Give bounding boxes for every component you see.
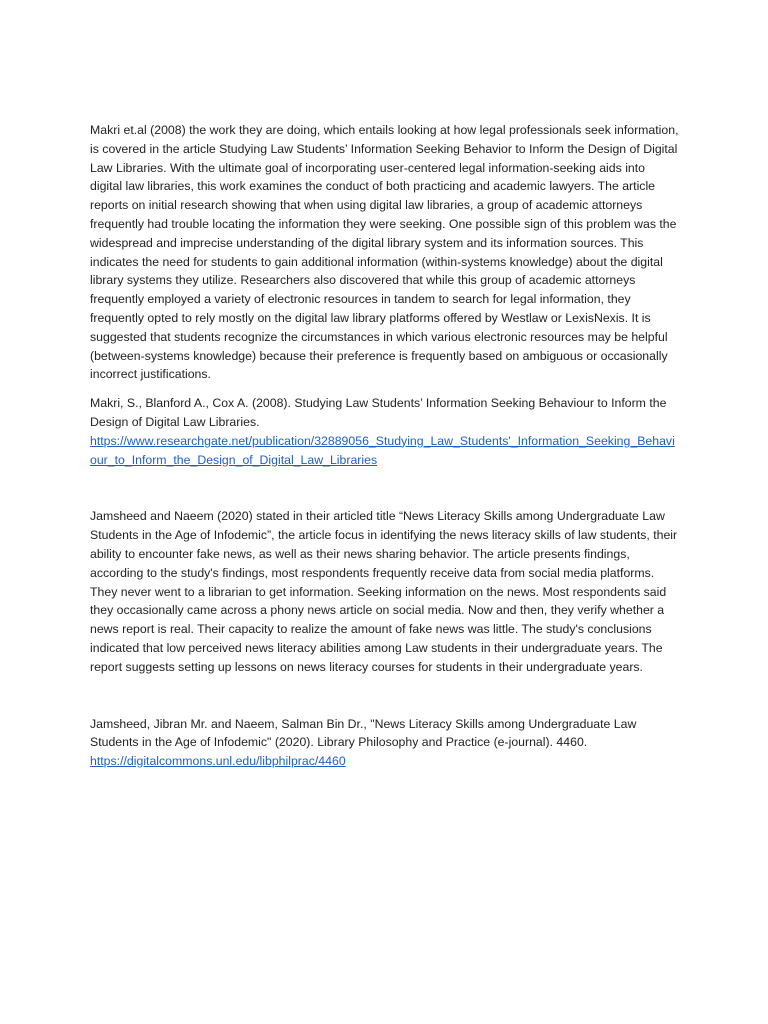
reference-jamsheed-link[interactable]: https://digitalcommons.unl.edu/libphilprac/4460: [90, 754, 346, 769]
reference-jamsheed-citation: Jamsheed, Jibran Mr. and Naeem, Salman Bin Dr., "News Literacy Skills among Undergraduate Law Students in the Age of Infodemic" (2020). Library Philosophy and Practice (e-journal). 4460.: [90, 716, 637, 750]
reference-makri-link[interactable]: https://www.researchgate.net/publication/32889056_Studying_Law_Students'_Information_Seeking_Behaviour_to_Inform_the_Design_of_Digital_Law_Libraries: [90, 433, 675, 467]
reference-makri-citation: Makri, S., Blanford A., Cox A. (2008). Studying Law Students’ Information Seeking Behaviour to Inform the Design of Digital Law Libraries.: [90, 396, 667, 429]
reference-makri: [90, 394, 680, 469]
reference-jamsheed: [90, 715, 680, 771]
paragraph-makri-summary: Makri et.al (2008) the work they are doing, which entails looking at how legal professionals seek information, is covered in the article Studying Law Students’ Information Seeking Behavior to Inform the Design of Digital Law Libraries. With the ultimate goal of incorporating user-centered legal information-seeking aids into digital law libraries, this work examines the conduct of both practicing and academic lawyers. The article reports on initial research showing that when using digital law libraries, a group of academic attorneys frequently had trouble locating the information they were seeking. One possible sign of this problem was the widespread and imprecise understanding of the digital library system and its information sources. This indicates the need for students to gain additional information (within-systems knowledge) about the digital library systems they utilize. Researchers also discovered that while this group of academic attorneys frequently employed a variety of electronic resources in tandem to search for legal information, they frequently opted to rely mostly on the digital law library platforms offered by Westlaw or LexisNexis. It is suggested that students recognize the circumstances in which various electronic resources may be helpful (between-systems knowledge) because their preference is frequently based on ambiguous or occasionally incorrect justifications.: [90, 123, 679, 382]
paragraph-jamsheed-summary: Jamsheed and Naeem (2020) stated in their articled title “News Literacy Skills among Undergraduate Law Students in the Age of Infodemic”, the article focus in identifying the news literacy skills of law students, their ability to encounter fake news, as well as their news sharing behavior. The article presents findings, according to the study's findings, most respondents frequently receive data from social media platforms. They never went to a librarian to get information. Seeking information on the news. Most respondents said they occasionally came across a phony news article on social media. Now and then, they verify whether a news report is real. Their capacity to realize the amount of fake news was little. The study's conclusions indicated that low perceived news literacy abilities among Law students in their undergraduate years. The report suggests setting up lessons on news literacy courses for students in their undergraduate years.: [90, 509, 678, 674]
document-body: [90, 121, 680, 771]
